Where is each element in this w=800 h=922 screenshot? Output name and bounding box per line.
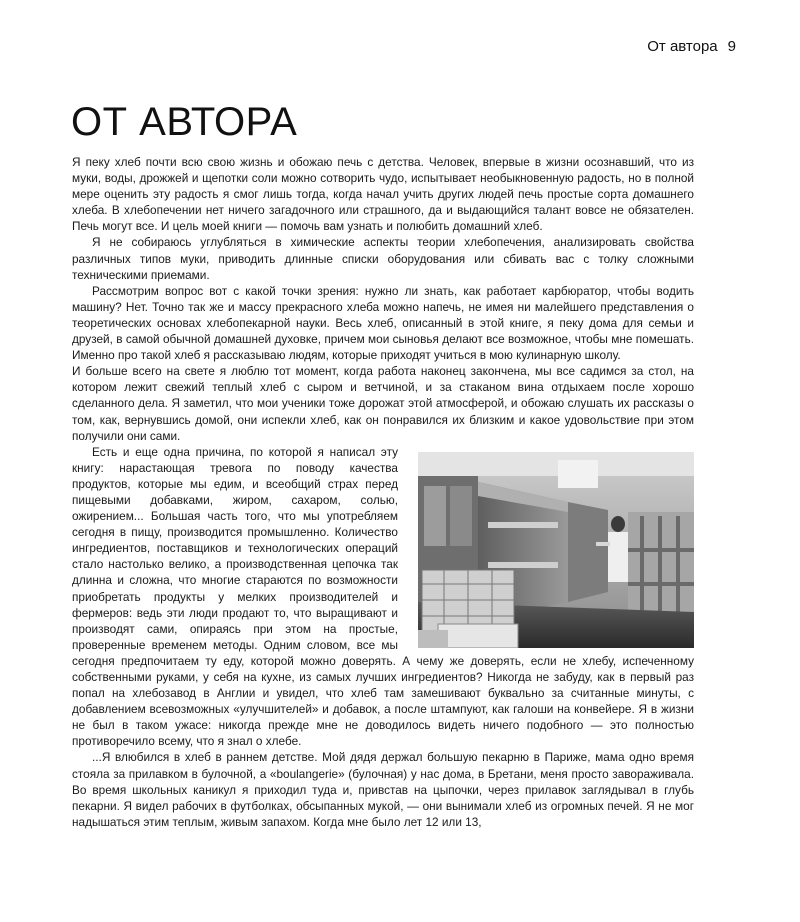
running-header <box>647 38 736 55</box>
page-number: 9 <box>727 38 736 55</box>
chapter-title: ОТ АВТОРА <box>71 100 298 144</box>
paragraph-3: Рассмотрим вопрос вот с какой точки зрения: нужно ли знать, как работает карбюратор, чтобы водить машину? Нет. Точно так же и массу прекрасного хлеба можно напечь, не имея ни малейшего представления о теоретических основах хлебопекарной науки. Весь хлеб, описанный в этой книге, я пеку дома для семьи и друзей, в самой обычной домашней духовке, причем мои сыновья делают все возможное, чтобы мне помешать. Именно про такой хлеб я рассказываю людям, которые приходят учиться в мою кулинарную школу. <box>72 283 694 363</box>
running-header-section: От автора <box>647 38 718 55</box>
paragraph-5: Есть и еще одна причина, по которой я написал эту книгу: нарастающая тревога по поводу качества продуктов, которые мы едим, и всеобщий страх перед пищевыми добавками, жиром, сахаром, солью, ожирением... Большая часть того, что мы употребляем сегодня в пищу, производится промышленно. Количество ингредиентов, поставщиков и технологических операций стало настолько велико, а производственная цепочка так длинна и сложна, что многие стараются по возможности приобретать продукты у мелких производителей и фермеров: ведь эти люди продают то, что выращивают и производят сами, опираясь при этом на простые, проверенные временем методы. Одним словом, все мы сегодня предпочитаем ту еду, которой можно доверять. А чему же доверять, если не хлебу, испеченному собственными руками, у себя на кухне, из самых лучших ингредиентов? Никогда не забуду, как в первый раз попал на хлебозавод в Англии и увидел, что хлеб там замешивают буквально за считанные минуты, с добавлением всевозможных «улучшителей» и добавок, а после штампуют, как галоши на конвейере. Я в жизни не был в таком ужасе: никогда прежде мне не доводилось видеть ничего подобного — это полностью противоречило всему, что я знал о хлебе. <box>72 444 694 749</box>
paragraph-6: ...Я влюбился в хлеб в раннем детстве. Мой дядя держал большую пекарню в Париже, мама одно время стояла за прилавком в булочной, а «boulangerie» (булочная) у нас дома, в Бретани, меня просто завораживала. Во время школьных каникул я приходил туда и, привстав на цыпочки, через прилавок заглядывал в глубь пекарни. Я видел рабочих в футболках, обсыпанных мукой, — они вынимали хлеб из огромных печей. Я не мог надышаться этим теплым, живым запахом. Когда мне было лет 12 или 13, <box>72 750 694 829</box>
paragraph-2: Я не собираюсь углубляться в химические аспекты теории хлебопечения, анализировать свойства различных типов муки, приводить длинные списки оборудования или сбивать вас с толку сложными техническими приемами. <box>72 235 694 282</box>
bakery-photo <box>418 452 694 648</box>
bakery-photo-graphic <box>418 452 694 648</box>
body-text <box>72 154 694 830</box>
paragraph-4: И больше всего на свете я люблю тот момент, когда работа наконец закончена, мы все садимся за стол, на котором лежит свежий теплый хлеб с сыром и ветчиной, и за стаканом вина отдыхаем после хорошо сделанного дела. Я заметил, что мои ученики тоже дорожат этой атмосферой, и обожаю слушать их рассказы о том, как, вернувшись домой, они испекли хлеб, как он понравился их близким и какое удовольствие при этом получили они сами. <box>72 364 694 443</box>
paragraph-1: Я пеку хлеб почти всю свою жизнь и обожаю печь с детства. Человек, впервые в жизни осознавший, что из муки, воды, дрожжей и щепотки соли можно сотворить чудо, испытывает необыкновенную радость, но в полной мере оценить эту радость я смог лишь тогда, когда начал учить других людей печь простые сорта домашнего хлеба. В хлебопечении нет ничего загадочного или страшного, да и выдающийся талант вовсе не обязателен. Печь могут все. И цель моей книги — помочь вам узнать и полюбить домашний хлеб. <box>72 155 694 234</box>
